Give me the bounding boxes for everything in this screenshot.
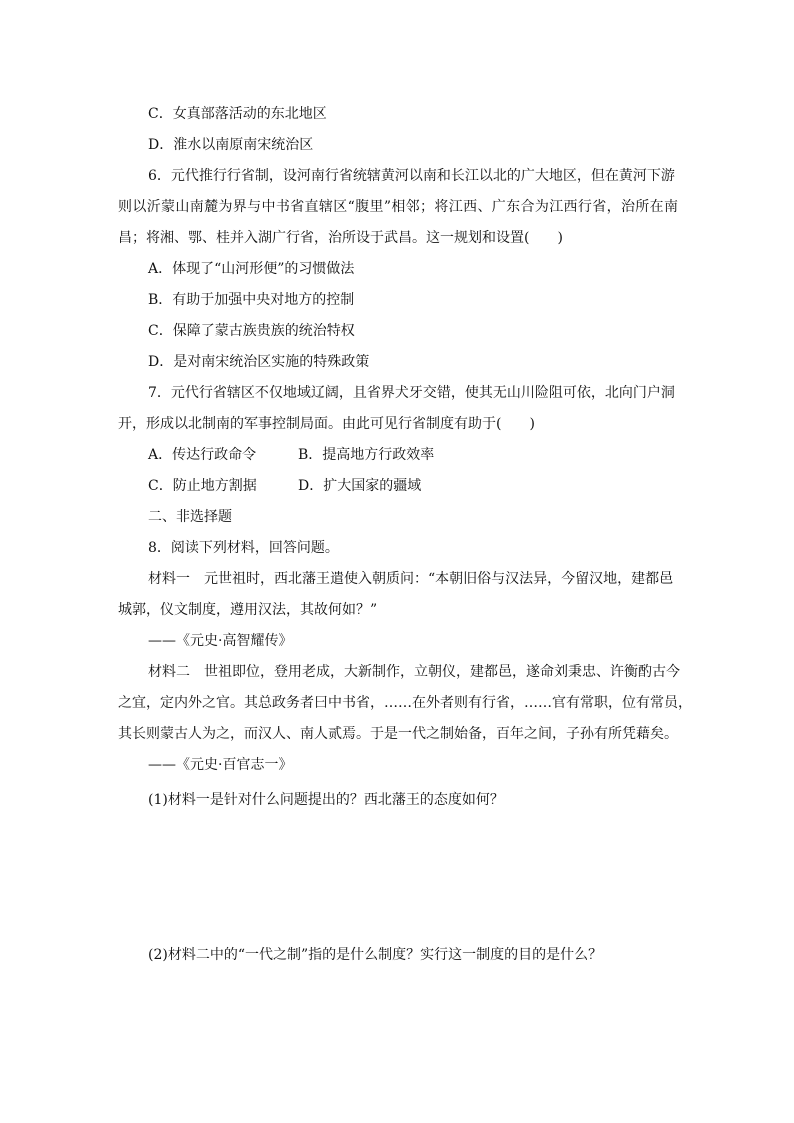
section-heading-non-choice: 二、非选择题 — [148, 509, 232, 525]
q6-stem-line3: 昌；将湘、鄂、桂并入湖广行省，治所设于武昌。这一规划和设置( ) — [118, 230, 563, 246]
q8-material1-source: ——《元史·高智耀传》 — [148, 633, 293, 649]
q8-subquestion-1: (1)材料一是针对什么问题提出的？西北藩王的态度如何？ — [148, 792, 504, 808]
q7-option-b: B．提高地方行政效率 — [298, 447, 435, 463]
q7-option-a: A．传达行政命令 — [148, 447, 257, 463]
q5-option-c: C．女真部落活动的东北地区 — [148, 106, 327, 122]
q6-stem-line1: 6．元代推行行省制，设河南行省统辖黄河以南和长江以北的广大地区，但在黄河下游 — [148, 168, 675, 184]
q7-option-c: C．防止地方割据 — [148, 478, 257, 494]
q5-option-d: D．淮水以南原南宋统治区 — [148, 137, 314, 153]
q8-material2-line1: 材料二 世祖即位，登用老成，大新制作，立朝仪，建都邑，遂命刘秉忠、许衡酌古今 — [148, 664, 680, 680]
q7-stem-line2: 开，形成以北制南的军事控制局面。由此可见行省制度有助于( ) — [118, 416, 535, 432]
q7-option-d: D．扩大国家的疆域 — [298, 478, 422, 494]
q6-option-c: C．保障了蒙古族贵族的统治特权 — [148, 323, 355, 339]
q8-material2-source: ——《元史·百官志一》 — [148, 757, 293, 773]
q8-material1-line1: 材料一 元世祖时，西北藩王遣使入朝质问：“本朝旧俗与汉法异，今留汉地，建都邑 — [148, 571, 674, 587]
q6-stem-line2: 则以沂蒙山南麓为界与中书省直辖区“腹里”相邻；将江西、广东合为江西行省，治所在南 — [118, 199, 678, 215]
q6-option-a: A．体现了“山河形便”的习惯做法 — [148, 261, 355, 277]
q8-material2-line2: 之宜，定内外之官。其总政务者曰中书省，……在外者则有行省，……官有常职，位有常员， — [118, 695, 692, 711]
q6-option-d: D．是对南宋统治区实施的特殊政策 — [148, 354, 370, 370]
q8-subquestion-2: (2)材料二中的“一代之制”指的是什么制度？实行这一制度的目的是什么？ — [148, 947, 603, 963]
q7-stem-line1: 7．元代行省辖区不仅地域辽阔，且省界犬牙交错，使其无山川险阻可依，北向门户洞 — [148, 385, 675, 401]
q8-stem: 8．阅读下列材料，回答问题。 — [148, 540, 339, 556]
q8-material1-line2: 城郭，仪文制度，遵用汉法，其故何如？” — [118, 602, 378, 618]
q8-material2-line3: 其长则蒙古人为之，而汉人、南人贰焉。于是一代之制始备，百年之间，子孙有所凭藉矣。 — [118, 726, 678, 742]
q6-option-b: B．有助于加强中央对地方的控制 — [148, 292, 355, 308]
